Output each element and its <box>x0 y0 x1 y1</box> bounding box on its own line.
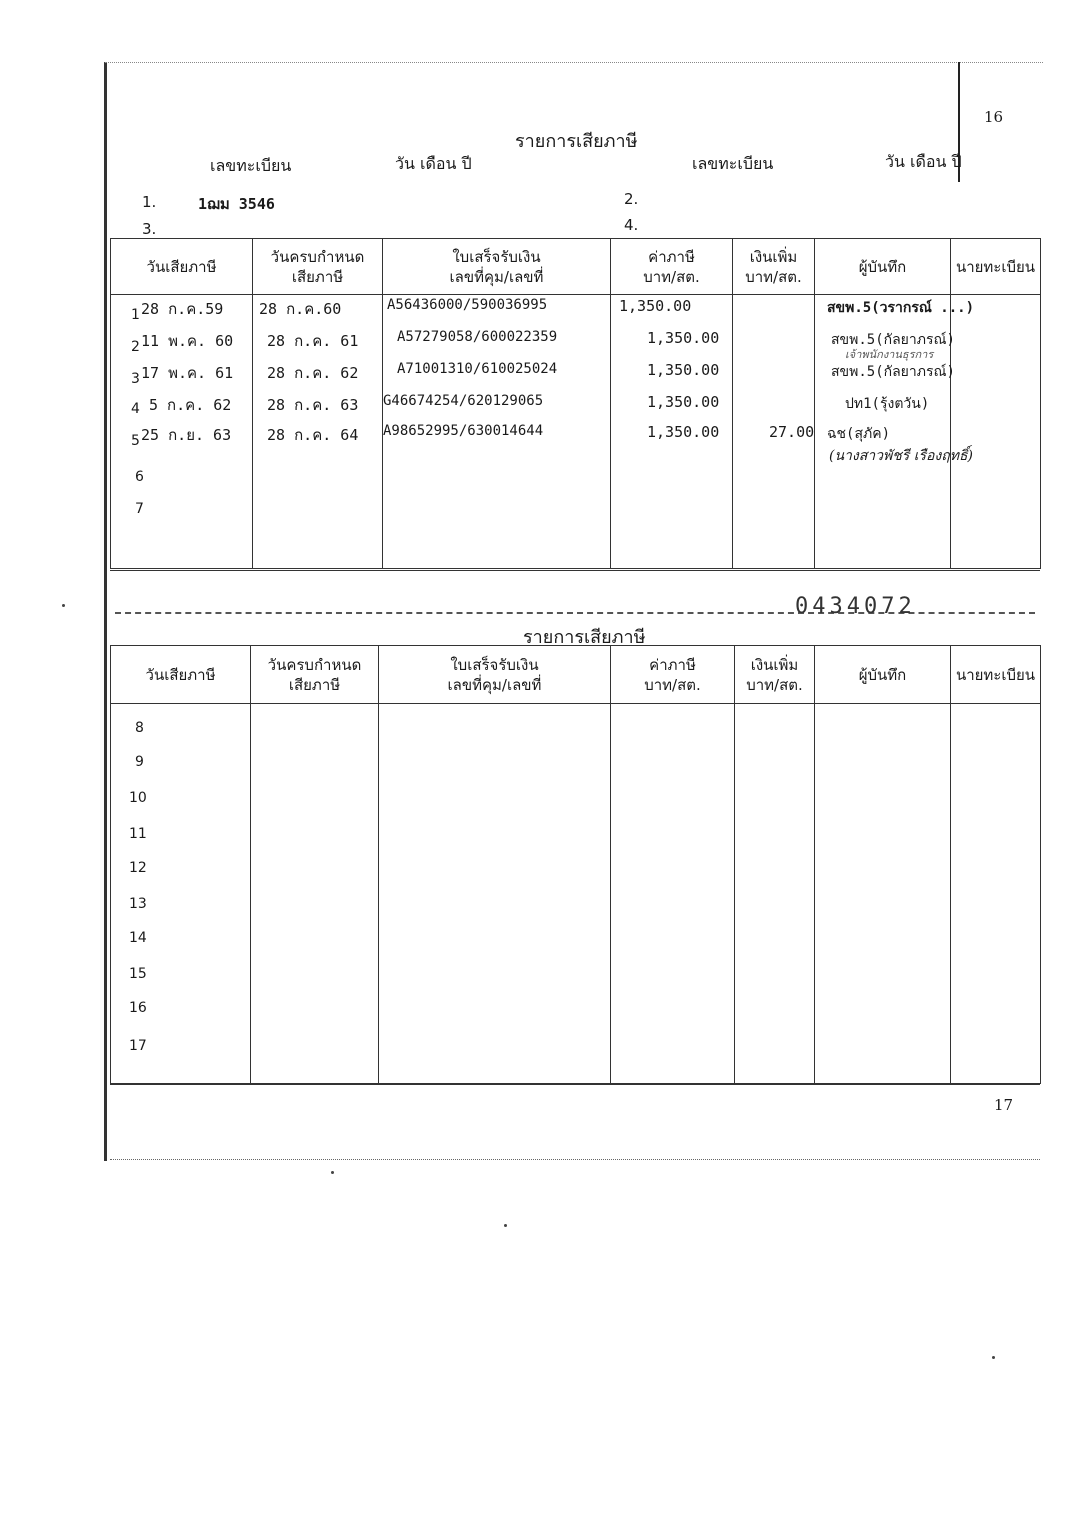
row2-receipt: A57279058/600022359 <box>397 329 558 345</box>
row4-recorder: ปท1(รุ้งตวัน) <box>845 396 930 412</box>
row4-tax: 1,350.00 <box>647 393 720 411</box>
row5-due: 28 ก.ค. 64 <box>267 426 359 444</box>
receipt-cell-2 <box>379 704 611 1084</box>
col2-extra <box>735 646 815 704</box>
signature-name-note: (นางสาวพัชรี เรืองฤทธิ์) <box>829 448 973 464</box>
paid-date-cell-2 <box>111 704 251 1084</box>
row3-receipt: A71001310/610025024 <box>397 361 558 377</box>
col2-tax-text: ค่าภาษี บาท/สต. <box>644 655 701 694</box>
scan-speck <box>992 1356 995 1359</box>
row3-recorder: สขพ.5(กัลยาภรณ์) <box>831 364 955 380</box>
col2-extra-text: เงินเพิ่ม บาท/สต. <box>746 655 803 694</box>
registrar-cell <box>951 295 1041 569</box>
row2-recorder: สขพ.5(กัลยาภรณ์) <box>831 332 955 348</box>
scan-speck <box>62 604 65 607</box>
reg-header-right: เลขทะเบียน <box>692 154 774 173</box>
col2-receipt <box>379 646 611 704</box>
row2-due: 28 ก.ค. 61 <box>267 332 359 350</box>
tax-table-1 <box>110 238 1041 569</box>
reg-no-2: 2. <box>624 190 639 208</box>
row5-recorder: ฉช(สุภัค) <box>827 426 891 442</box>
row-num-6: 6 <box>135 469 144 485</box>
separator-rule <box>110 570 1040 571</box>
row3-tax: 1,350.00 <box>647 361 720 379</box>
recorder-cell-2 <box>815 704 951 1084</box>
col-extra <box>733 239 815 295</box>
row1-receipt: A56436000/590036995 <box>387 297 548 313</box>
row-num-2: 2 <box>131 339 140 355</box>
col-receipt-text: ใบเสร็จรับเงิน เลขที่คุม/เลขที่ <box>449 247 544 286</box>
row4-paid: 5 ก.ค. 62 <box>149 396 232 414</box>
date-header-left: วัน เดือน ปี <box>395 154 472 173</box>
row-num-11: 11 <box>129 826 147 842</box>
date-header-right: วัน เดือน ปี <box>885 152 962 171</box>
col2-paid-date: วันเสียภาษี <box>111 646 251 704</box>
row5-tax: 1,350.00 <box>647 423 720 441</box>
due-date-cell <box>253 295 383 569</box>
row3-due: 28 ก.ค. 62 <box>267 364 359 382</box>
row1-paid: 28 ก.ค.59 <box>141 300 224 318</box>
reg-no-3: 3. <box>142 220 157 238</box>
receipt-cell <box>383 295 611 569</box>
row-num-15: 15 <box>129 966 147 982</box>
row-num-17: 17 <box>129 1038 147 1054</box>
row3-paid: 17 พ.ค. 61 <box>141 364 234 382</box>
row5-receipt: A98652995/630014644 <box>383 423 544 439</box>
tax-cell <box>611 295 733 569</box>
registrar-cell-2 <box>951 704 1041 1084</box>
row1-due: 28 ก.ค.60 <box>259 300 342 318</box>
row-num-13: 13 <box>129 896 147 912</box>
extra-cell-2 <box>735 704 815 1084</box>
row-num-5: 5 <box>131 433 140 449</box>
row-num-8: 8 <box>135 720 144 736</box>
section1-title: รายการเสียภาษี <box>515 131 638 152</box>
scan-speck <box>331 1171 334 1174</box>
reg-no-1: 1. <box>142 193 157 211</box>
row2-tax: 1,350.00 <box>647 329 720 347</box>
page-number-top: 16 <box>984 108 1004 126</box>
row4-receipt: G46674254/620129065 <box>383 393 544 409</box>
paid-date-cell <box>111 295 253 569</box>
row-num-4: 4 <box>131 401 140 417</box>
reg-value-1: 1ฌม 3546 <box>198 195 275 213</box>
extra-cell <box>733 295 815 569</box>
col2-due-date <box>251 646 379 704</box>
reg-no-4: 4. <box>624 216 639 234</box>
section2-title: รายการเสียภาษี <box>523 627 646 648</box>
row-num-16: 16 <box>129 1000 147 1016</box>
row-num-10: 10 <box>129 790 147 806</box>
col-tax-text: ค่าภาษี บาท/สต. <box>643 247 700 286</box>
col2-receipt-text: ใบเสร็จรับเงิน เลขที่คุม/เลขที่ <box>447 655 542 694</box>
col2-due-date-text: วันครบกำหนด เสียภาษี <box>267 655 362 694</box>
row4-due: 28 ก.ค. 63 <box>267 396 359 414</box>
tax-cell-2 <box>611 704 735 1084</box>
recorder-cell <box>815 295 974 569</box>
row1-tax: 1,350.00 <box>619 297 692 315</box>
due-date-cell-2 <box>251 704 379 1084</box>
footer-strip <box>110 1084 1040 1160</box>
row-num-3: 3 <box>131 371 140 387</box>
separator-code: 0434072 <box>795 594 916 619</box>
col-due-date-text: วันครบกำหนด เสียภาษี <box>270 247 365 286</box>
row-num-12: 12 <box>129 860 147 876</box>
row-num-14: 14 <box>129 930 147 946</box>
col-paid-date: วันเสียภาษี <box>111 239 253 295</box>
col-registrar: นายทะเบียน <box>951 239 1041 295</box>
row-num-7: 7 <box>135 501 144 517</box>
row2-paid: 11 พ.ค. 60 <box>141 332 234 350</box>
row-num-9: 9 <box>135 754 144 770</box>
col-due-date <box>253 239 383 295</box>
scan-speck <box>504 1224 507 1227</box>
reg-header-left: เลขทะเบียน <box>210 156 292 175</box>
col2-registrar: นายทะเบียน <box>951 646 1041 704</box>
position-note: เจ้าพนักงานธุรการ <box>845 348 934 361</box>
page-number-bottom: 17 <box>994 1096 1014 1114</box>
col-receipt <box>383 239 611 295</box>
col-recorder: ผู้บันทึก <box>815 239 951 295</box>
row-num-1: 1 <box>131 307 140 323</box>
col-extra-text: เงินเพิ่ม บาท/สต. <box>745 247 802 286</box>
tax-table-2 <box>110 645 1041 1084</box>
col2-recorder: ผู้บันทึก <box>815 646 951 704</box>
row5-paid: 25 ก.ย. 63 <box>141 426 232 444</box>
row5-extra: 27.00 <box>769 423 815 441</box>
row1-recorder: สขพ.5(วรากรณ์ ...) <box>827 300 974 316</box>
col2-tax <box>611 646 735 704</box>
col-tax <box>611 239 733 295</box>
